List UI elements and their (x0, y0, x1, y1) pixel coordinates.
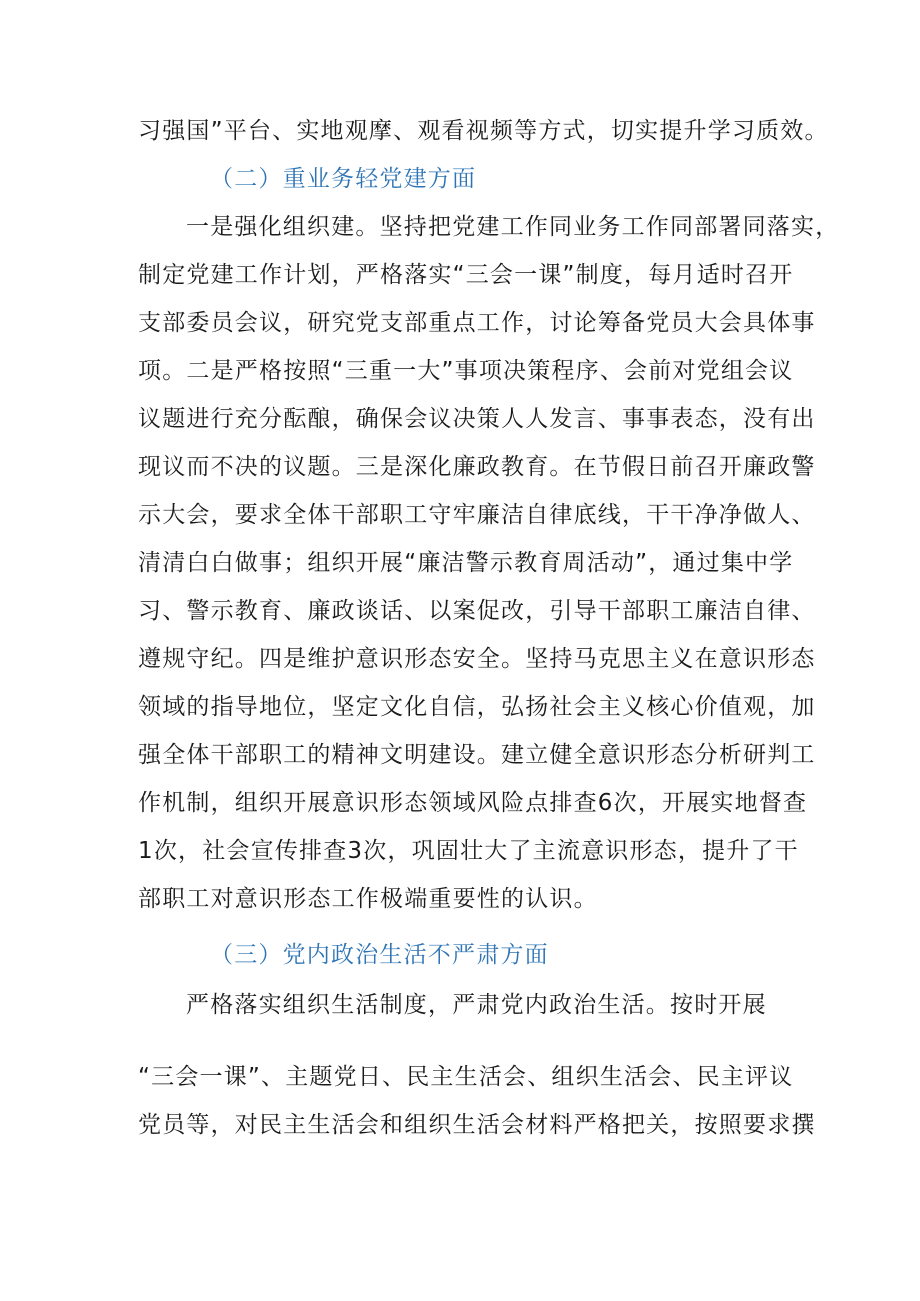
text-line: 示大会，要求全体干部职工守牢廉洁自律底线，干干净净做人、 (138, 502, 816, 528)
text-line: 习、警示教育、廉政谈话、以案促改，引导干部职工廉洁自律、 (138, 598, 816, 624)
text-line: 党员等，对民主生活会和组织生活会材料严格把关，按照要求撰 (138, 1112, 816, 1138)
text-line: 习强国”平台、实地观摩、观看视频等方式，切实提升学习质效。 (138, 118, 829, 144)
text-line: 清清白白做事；组织开展“廉洁警示教育周活动”，通过集中学 (138, 550, 794, 576)
text-line: 严格落实组织生活制度，严肃党内政治生活。按时开展 (186, 992, 767, 1018)
text-line: 1次，社会宣传排查3次，巩固壮大了主流意识形态，提升了干 (138, 838, 799, 864)
text-line: 领域的指导地位，坚定文化自信，弘扬社会主义核心价值观，加 (138, 694, 816, 720)
text-line: 强全体干部职工的精神文明建设。建立健全意识形态分析研判工 (138, 742, 816, 768)
text-line: 遵规守纪。四是维护意识形态安全。坚持马克思主义在意识形态 (138, 646, 816, 672)
text-line: 支部委员会议，研究党支部重点工作，讨论筹备党员大会具体事 (138, 310, 816, 336)
text-line: 制定党建工作计划，严格落实“三会一课”制度，每月适时召开 (138, 262, 794, 288)
section-heading-3: （三）党内政治生活不严肃方面 (210, 942, 549, 968)
text-line: 议题进行充分酝酿，确保会议决策人人发言、事事表态，没有出 (138, 406, 816, 432)
text-line: 项。二是严格按照“三重一大”事项决策程序、会前对党组会议 (138, 358, 794, 384)
section-heading-2: （二）重业务轻党建方面 (210, 166, 477, 192)
text-line: 作机制，组织开展意识形态领域风险点排查6次，开展实地督查 (138, 790, 808, 816)
text-line: 一是强化组织建。坚持把党建工作同业务工作同部署同落实， (186, 214, 840, 240)
text-line: “三会一课”、主题党日、民主生活会、组织生活会、民主评议 (138, 1064, 794, 1090)
text-line: 部职工对意识形态工作极端重要性的认识。 (138, 886, 598, 912)
text-line: 现议而不决的议题。三是深化廉政教育。在节假日前召开廉政警 (138, 454, 816, 480)
